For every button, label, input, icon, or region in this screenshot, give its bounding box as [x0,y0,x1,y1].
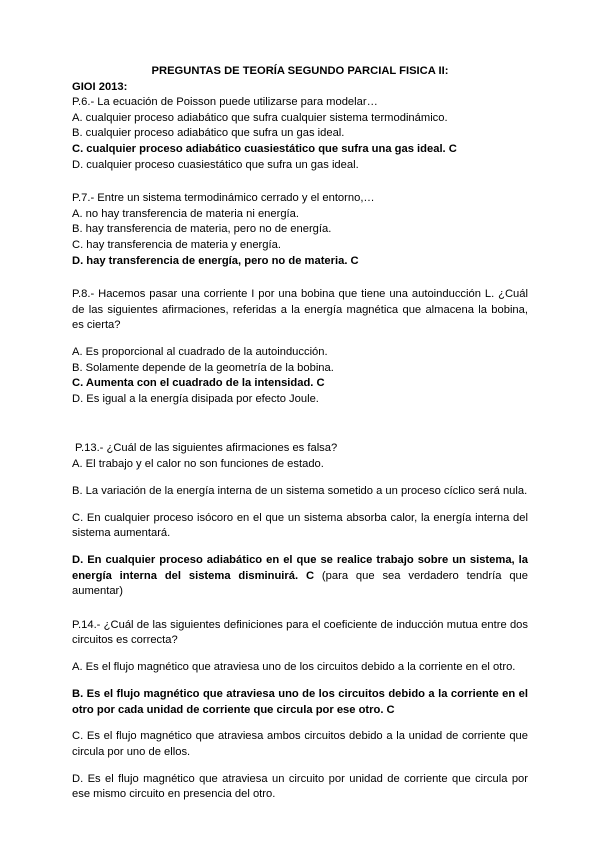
question-p7 [72,191,528,269]
option-d: D. Es igual a la energía disipada por efecto Joule. [72,392,319,405]
option-a: A. El trabajo y el calor no son funciones de estado. [72,458,324,471]
option-b-correct: B. Es el flujo magnético que atraviesa uno de los circuitos debido a la corriente en el otro por cada unidad de corriente que circula por ese otro. C [72,687,528,716]
question-prompt: P.13.- ¿Cuál de las siguientes afirmaciones es falsa? [75,442,338,455]
option-c-correct: C. Aumenta con el cuadrado de la intensidad. C [72,377,325,390]
question-prompt: P.8.- Hacemos pasar una corriente I por una bobina que tiene una autoinducción L. ¿Cuál de las siguientes afirmaciones, referidas a la energía magnética que almacena la bobina, es cierta? [72,288,528,332]
option-b: B. Solamente depende de la geometría de la bobina. [72,361,334,374]
option-b: B. La variación de la energía interna de un sistema sometido a un proceso cíclico será nula. [72,484,528,497]
option-c: C. En cualquier proceso isócoro en el que un sistema absorba calor, la energía interna del sistema aumentará. [72,511,528,540]
option-d-note: (para que sea verdadero tendría que aumentar) [72,569,528,598]
question-prompt: P.6.- La ecuación de Poisson puede utilizarse para modelar… [72,96,378,109]
option-c: C. Es el flujo magnético que atraviesa ambos circuitos debido a la unidad de corriente que circula por uno de ellos. [72,730,528,758]
question-p13 [72,441,528,599]
document-subtitle: GIOI 2013: [72,80,128,93]
option-a: A. Es el flujo magnético que atraviesa uno de los circuitos debido a la corriente en el otro. [72,661,516,674]
question-prompt: P.14.- ¿Cuál de las siguientes definiciones para el coeficiente de inducción mutua entre dos circuitos es correcta? [72,618,528,647]
option-a: A. cualquier proceso adiabático que sufra cualquier sistema termodinámico. [72,111,448,124]
question-p8 [72,287,528,407]
option-b: B. hay transferencia de materia, pero no de energía. [72,223,332,236]
question-prompt: P.7.- Entre un sistema termodinámico cerrado y el entorno,… [72,192,375,205]
option-d-correct: D. hay transferencia de energía, pero no de materia. C [72,254,359,267]
option-d: D. Es el flujo magnético que atraviesa un circuito por unidad de corriente que circula por ese mismo circuito en presencia del otro. [72,772,528,801]
question-p6 [72,95,528,173]
option-d-text: D. En cualquier proceso adiabático en el que se realice trabajo sobre un sistema, la energía interna del sistema disminuirá. C [72,554,528,582]
document-page [72,64,528,821]
option-d-correct [72,553,528,600]
question-p14 [72,618,528,803]
option-a: A. no hay transferencia de materia ni energía. [72,207,299,220]
option-a: A. Es proporcional al cuadrado de la autoinducción. [72,346,328,359]
document-title: PREGUNTAS DE TEORÍA SEGUNDO PARCIAL FISICA II: [151,65,449,77]
option-b: B. cualquier proceso adiabático que sufra un gas ideal. [72,127,345,140]
option-d: D. cualquier proceso cuasiestático que sufra un gas ideal. [72,158,359,171]
option-c-correct: C. cualquier proceso adiabático cuasiestático que sufra una gas ideal. C [72,142,457,155]
option-c: C. hay transferencia de materia y energía. [72,238,281,251]
